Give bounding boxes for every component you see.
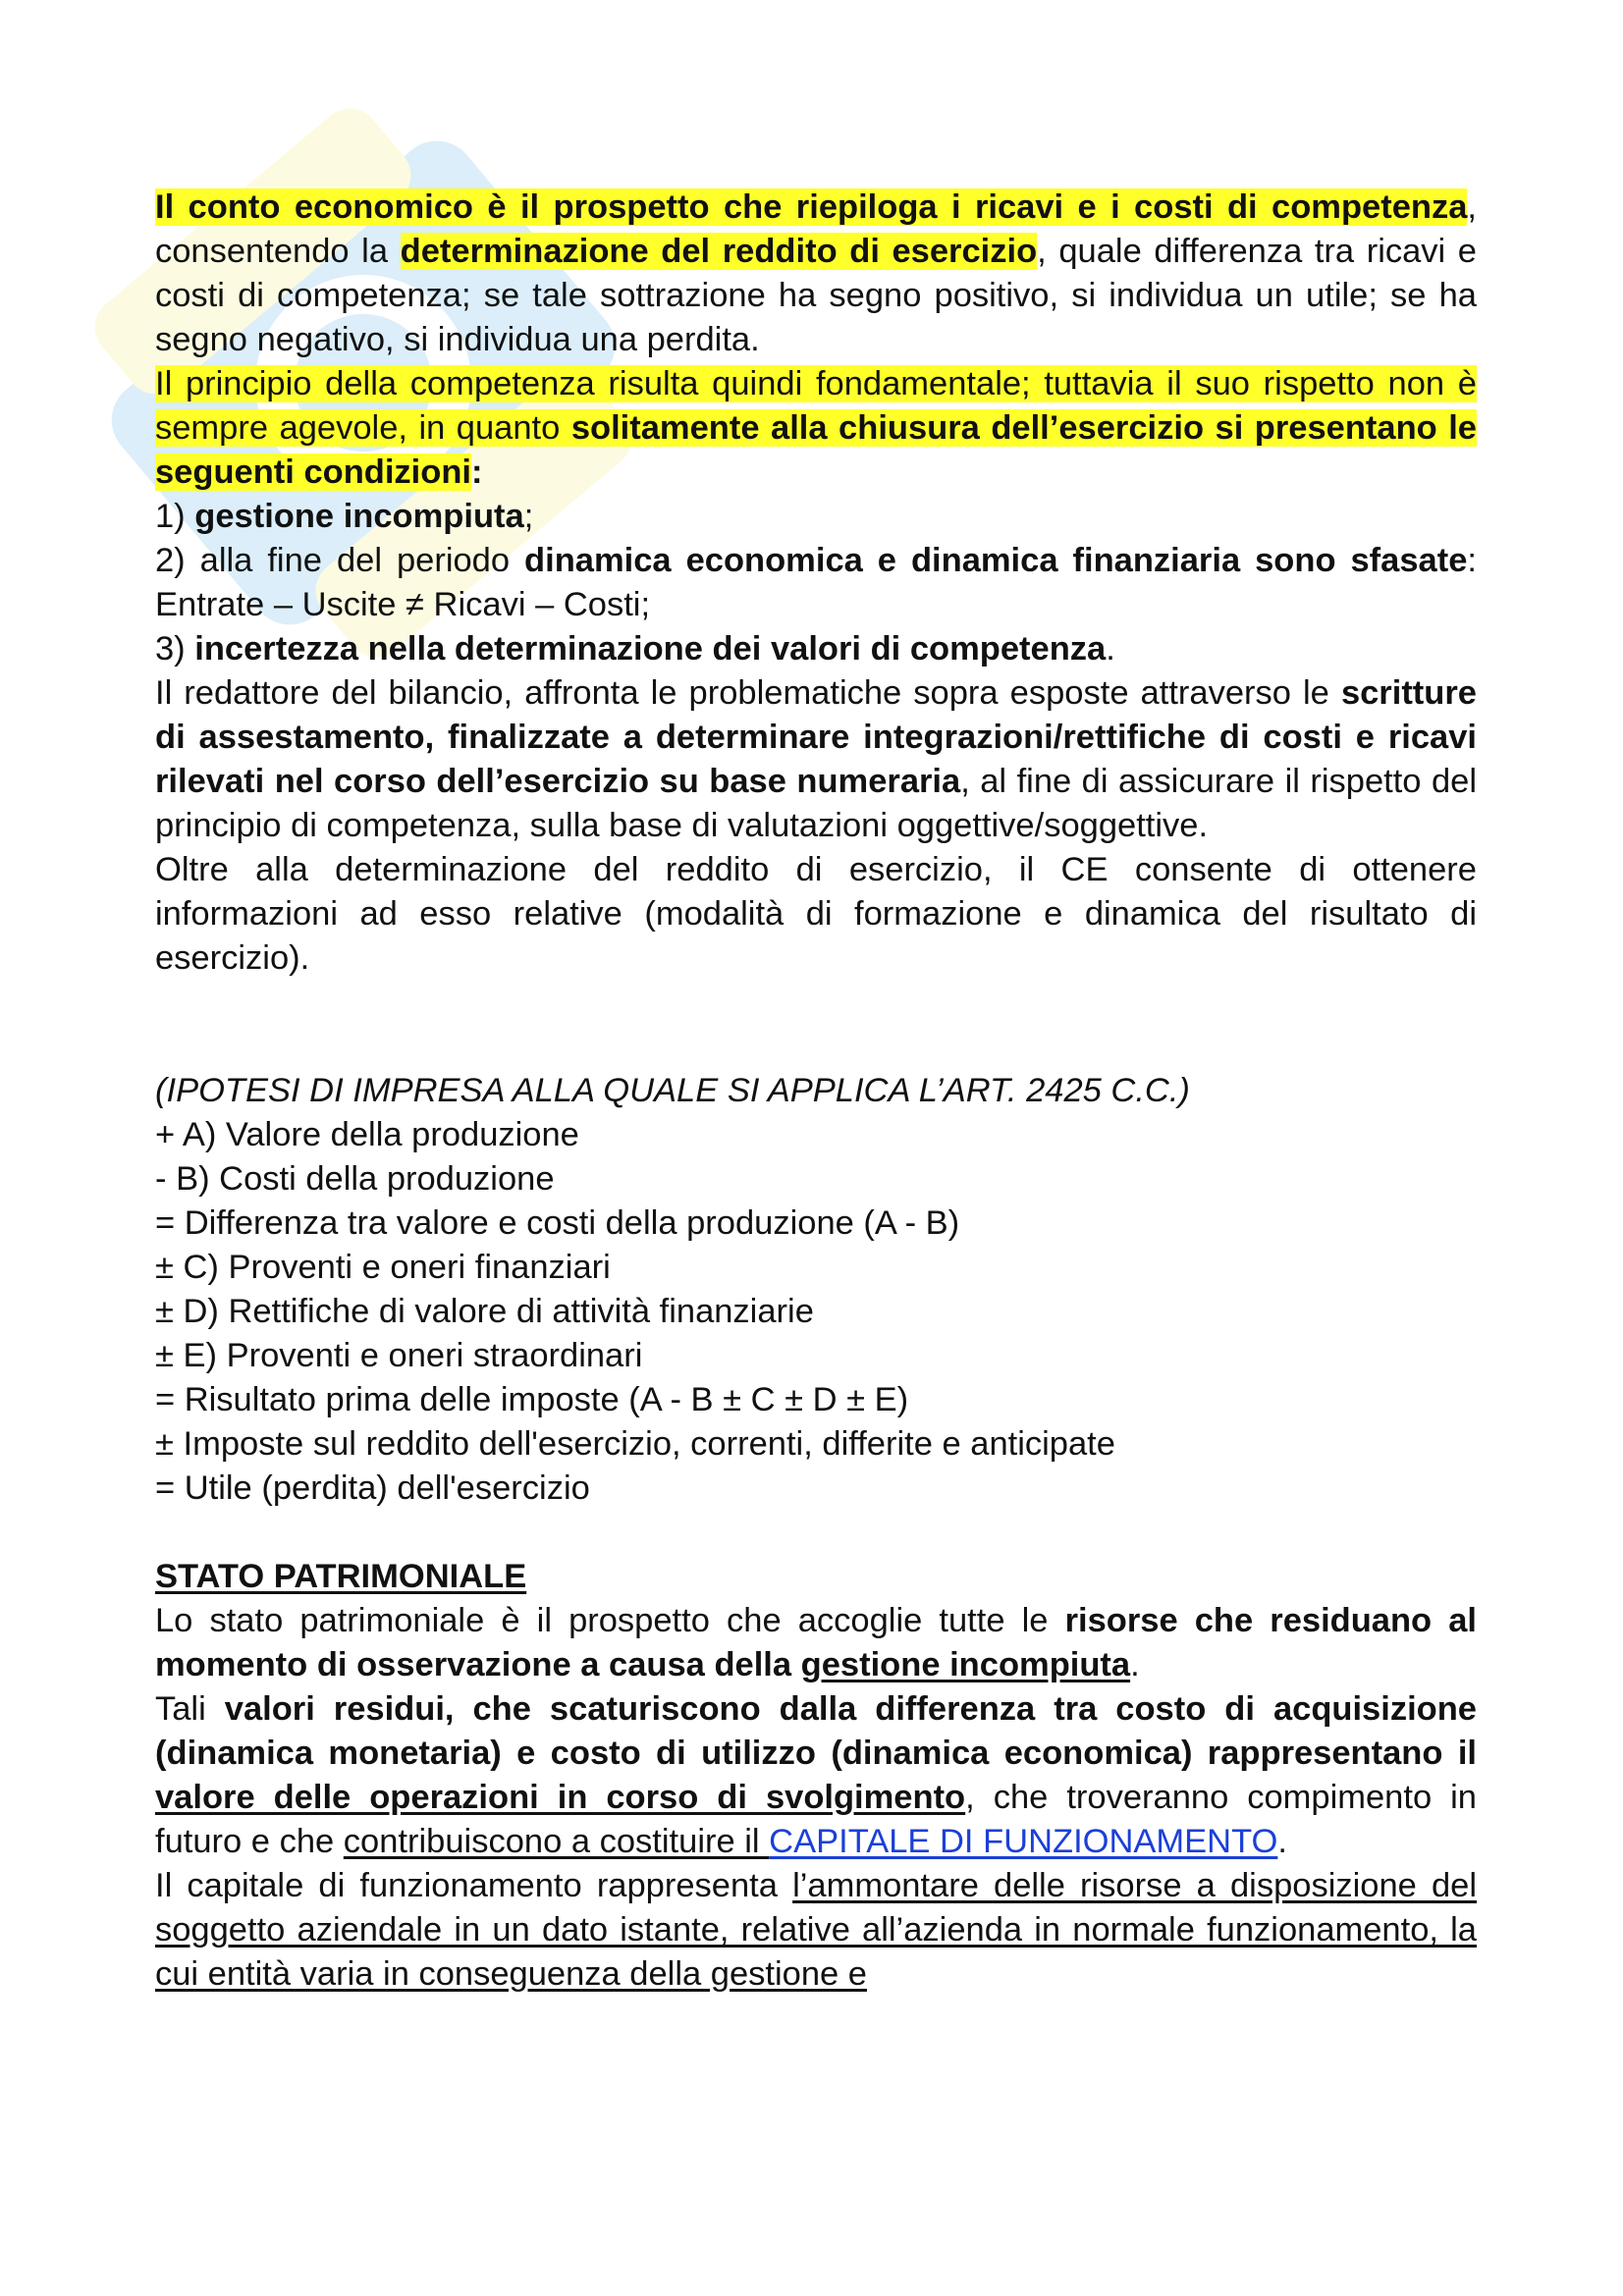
condition-3-num: 3): [155, 630, 195, 667]
stato-p2-underline: valore delle operazioni in corso di svolgimento: [155, 1779, 966, 1816]
scheme-line: ± E) Proventi e oneri straordinari: [155, 1337, 643, 1374]
editor-text: Il redattore del bilancio, affronta le problematiche sopra esposte attraverso le: [155, 674, 1341, 712]
scheme-line: ± C) Proventi e oneri finanziari: [155, 1249, 611, 1286]
editor-text-2: , al fine di assicurare il rispetto del principio di competenza, sulla base di valutazioni oggettive/soggettive.: [155, 763, 1477, 844]
condition-1-end: ;: [523, 498, 534, 535]
stato-p2-text: Tali: [155, 1690, 225, 1728]
stato-p1-bold: risorse che residuano al momento di osservazione a causa della: [155, 1602, 1477, 1683]
scheme-line: = Risultato prima delle imposte (A - B ± C ± D ± E): [155, 1381, 909, 1418]
stato-p3-text: Il capitale di funzionamento rappresenta: [155, 1867, 793, 1904]
condition-3-bold: incertezza nella determinazione dei valori di competenza: [194, 630, 1107, 667]
beyond-paragraph: Oltre alla determinazione del reddito di esercizio, il CE consente di ottenere informazioni ad esso relative (modalità di formazione e dinamica del risultato di esercizio).: [155, 851, 1477, 977]
stato-paragraph-2: [155, 1687, 1477, 1864]
intro-text-2: , quale differenza tra ricavi e costi di competenza; se tale sottrazione ha segno positivo, si individua un utile; se ha segno negativo, si individua una perdita.: [155, 233, 1477, 358]
principle-highlight: Il principio della competenza risulta quindi fondamentale; tuttavia il suo rispetto non è sempre agevole, in quanto: [155, 365, 1477, 447]
condition-1: [155, 495, 1477, 539]
document-page: [155, 186, 1477, 1997]
condition-1-num: 1): [155, 498, 195, 535]
stato-paragraph-1: [155, 1599, 1477, 1687]
principle-paragraph: [155, 362, 1477, 495]
principle-highlight-bold: solitamente alla chiusura dell’esercizio si presentano le seguenti condizioni: [155, 409, 1477, 491]
capitale-link[interactable]: CAPITALE DI FUNZIONAMENTO: [769, 1823, 1278, 1860]
editor-bold: scritture di assestamento, finalizzate a determinare integrazioni/rettifiche di costi e ricavi rilevati nel corso dell’esercizio su base numeraria: [155, 674, 1477, 800]
scheme-line: + A) Valore della produzione: [155, 1116, 579, 1153]
intro-paragraph: [155, 186, 1477, 362]
condition-2-num: 2) alla fine del periodo: [155, 542, 525, 579]
intro-highlight-bold: Il conto economico è il prospetto che riepiloga i ricavi e i costi di competenza: [155, 188, 1468, 226]
stato-p3-underline: l’ammontare delle risorse a disposizione del soggetto aziendale in un dato istante, relative all’azienda in normale funzionamento, la cui entità varia in conseguenza della gestione e: [155, 1867, 1478, 1993]
stato-paragraph-3: [155, 1864, 1477, 1997]
stato-p1-end: .: [1130, 1646, 1140, 1683]
stato-title-text: STATO PATRIMONIALE: [155, 1558, 527, 1595]
stato-title: [155, 1555, 1477, 1599]
intro-highlight-bold-2: determinazione del reddito di esercizio: [400, 233, 1038, 270]
scheme-line: - B) Costi della produzione: [155, 1160, 555, 1198]
stato-p2-bold: valori residui, che scaturiscono dalla differenza tra costo di acquisizione (dinamica monetaria) e costo di utilizzo (dinamica economica) rappresentano il: [155, 1690, 1477, 1772]
editor-paragraph: [155, 671, 1477, 848]
condition-2-end: : Entrate – Uscite ≠ Ricavi – Costi;: [155, 542, 1478, 623]
condition-3-end: .: [1106, 630, 1115, 667]
condition-2: [155, 539, 1477, 627]
stato-p2-text-2: , che troveranno compimento in futuro e che: [155, 1779, 1477, 1860]
condition-1-bold: gestione incompiuta: [194, 498, 524, 535]
condition-2-bold: dinamica economica e dinamica finanziaria sono sfasate: [524, 542, 1468, 579]
scheme-heading: (IPOTESI DI IMPRESA ALLA QUALE SI APPLICA L’ART. 2425 C.C.): [155, 1072, 1190, 1109]
scheme-line: ± D) Rettifiche di valore di attività finanziarie: [155, 1293, 814, 1330]
condition-3: [155, 627, 1477, 671]
stato-p2-underline-2: contribuiscono a costituire il: [343, 1823, 770, 1860]
intro-text: , consentendo la: [155, 188, 1477, 270]
scheme-line: = Utile (perdita) dell'esercizio: [155, 1469, 590, 1507]
stato-p2-end: .: [1277, 1823, 1287, 1860]
principle-colon: :: [471, 454, 483, 491]
scheme-line: ± Imposte sul reddito dell'esercizio, correnti, differite e anticipate: [155, 1425, 1115, 1463]
stato-p1-underline: gestione incompiuta: [800, 1646, 1131, 1683]
stato-p1-text: Lo stato patrimoniale è il prospetto che accoglie tutte le: [155, 1602, 1065, 1639]
scheme-line: = Differenza tra valore e costi della produzione (A - B): [155, 1204, 960, 1242]
